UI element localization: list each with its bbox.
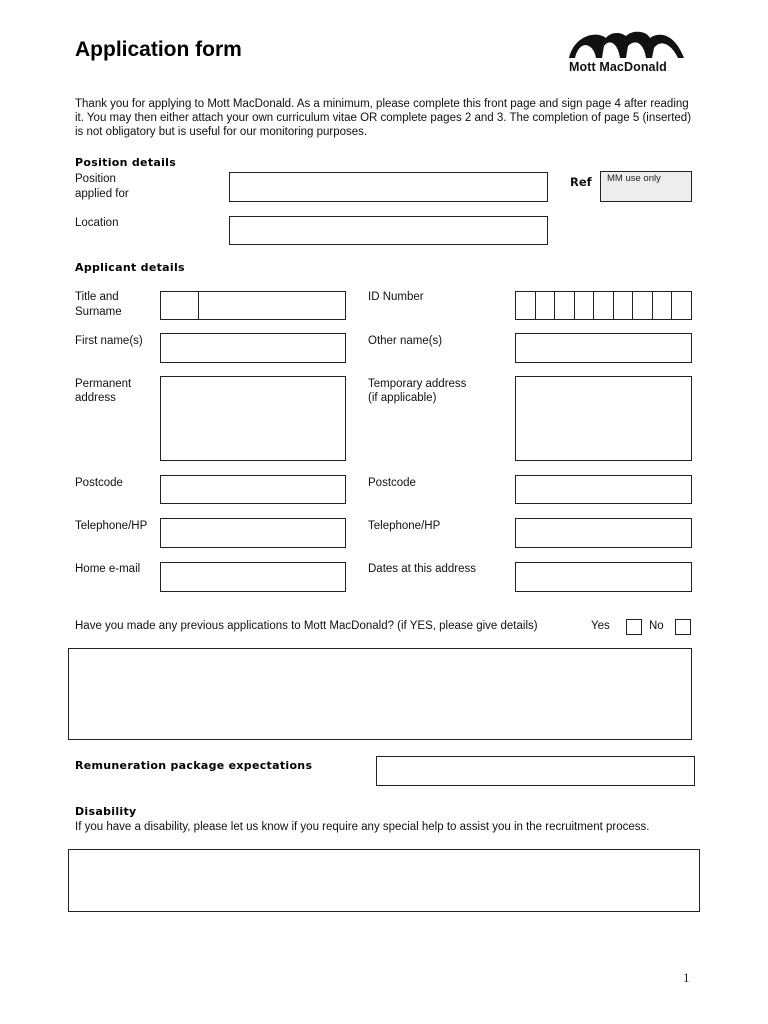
home-email-input[interactable]: [160, 562, 346, 592]
permanent-address-label-line1: Permanent: [75, 378, 132, 390]
telephone-right-label: Telephone/HP: [368, 520, 441, 532]
no-label: No: [649, 620, 664, 632]
id-number-field[interactable]: [515, 291, 692, 320]
home-email-label: Home e-mail: [75, 563, 141, 575]
id-digit-cell[interactable]: [653, 292, 673, 319]
remuneration-heading: Remuneration package expectations: [75, 759, 313, 772]
yes-checkbox[interactable]: [626, 619, 642, 635]
disability-text: If you have a disability, please let us know if you require any special help to assist you in the recruitment process.: [75, 821, 650, 833]
dates-at-address-input[interactable]: [515, 562, 692, 592]
id-number-cells: [516, 292, 691, 319]
id-number-label: ID Number: [368, 291, 424, 303]
logo-wordmark: Mott MacDonald: [569, 60, 667, 74]
telephone-left-input[interactable]: [160, 518, 346, 548]
id-digit-cell[interactable]: [594, 292, 614, 319]
first-name-input[interactable]: [160, 333, 346, 363]
postcode-left-label: Postcode: [75, 477, 123, 489]
page-number: 1: [683, 970, 690, 985]
applicant-details-heading: Applicant details: [75, 261, 185, 274]
title-surname-field: [160, 291, 346, 320]
remuneration-input[interactable]: [376, 756, 695, 786]
id-digit-cell[interactable]: [536, 292, 556, 319]
ref-label: Ref: [570, 175, 592, 189]
postcode-left-input[interactable]: [160, 475, 346, 504]
location-input[interactable]: [229, 216, 548, 245]
id-digit-cell[interactable]: [633, 292, 653, 319]
dates-at-address-label: Dates at this address: [368, 563, 477, 575]
yes-label: Yes: [591, 620, 610, 632]
page-title: Application form: [75, 38, 242, 61]
telephone-left-label: Telephone/HP: [75, 520, 148, 532]
ref-mm-use-box: [600, 171, 692, 202]
intro-text: Thank you for applying to Mott MacDonald. As a minimum, please complete this front page and sign page 4 after reading it. You may then either attach your own curriculum vitae OR complete pages 2 and 3. The completion of page 5 (inserted) is not obligatory but is useful for our monitoring purposes.: [75, 98, 692, 138]
title-surname-label-line2: Surname: [75, 306, 122, 318]
temporary-address-input[interactable]: [515, 376, 692, 461]
id-digit-cell[interactable]: [672, 292, 691, 319]
permanent-address-input[interactable]: [160, 376, 346, 461]
telephone-right-input[interactable]: [515, 518, 692, 548]
position-label-line1: Position: [75, 173, 116, 185]
surname-input[interactable]: [199, 292, 345, 319]
id-digit-cell[interactable]: [575, 292, 595, 319]
disability-details-input[interactable]: [68, 849, 700, 912]
location-label: Location: [75, 217, 119, 229]
previous-applications-question: Have you made any previous applications to Mott MacDonald? (if YES, please give details): [75, 620, 538, 632]
postcode-right-input[interactable]: [515, 475, 692, 504]
first-name-label: First name(s): [75, 335, 143, 347]
id-digit-cell[interactable]: [555, 292, 575, 319]
position-details-heading: Position details: [75, 156, 177, 169]
title-surname-label-line1: Title and: [75, 291, 119, 303]
position-input[interactable]: [229, 172, 548, 202]
previous-applications-details-input[interactable]: [68, 648, 692, 740]
postcode-right-label: Postcode: [368, 477, 416, 489]
temporary-address-label-line1: Temporary address: [368, 378, 467, 390]
position-label-line2: applied for: [75, 188, 129, 200]
permanent-address-label-line2: address: [75, 392, 116, 404]
no-checkbox[interactable]: [675, 619, 691, 635]
temporary-address-label-line2: (if applicable): [368, 392, 437, 404]
id-digit-cell[interactable]: [516, 292, 536, 319]
mm-use-only-label: MM use only: [607, 173, 661, 184]
id-digit-cell[interactable]: [614, 292, 634, 319]
disability-heading: Disability: [75, 805, 137, 818]
title-input[interactable]: [160, 291, 199, 320]
other-name-input[interactable]: [515, 333, 692, 363]
other-name-label: Other name(s): [368, 335, 443, 347]
